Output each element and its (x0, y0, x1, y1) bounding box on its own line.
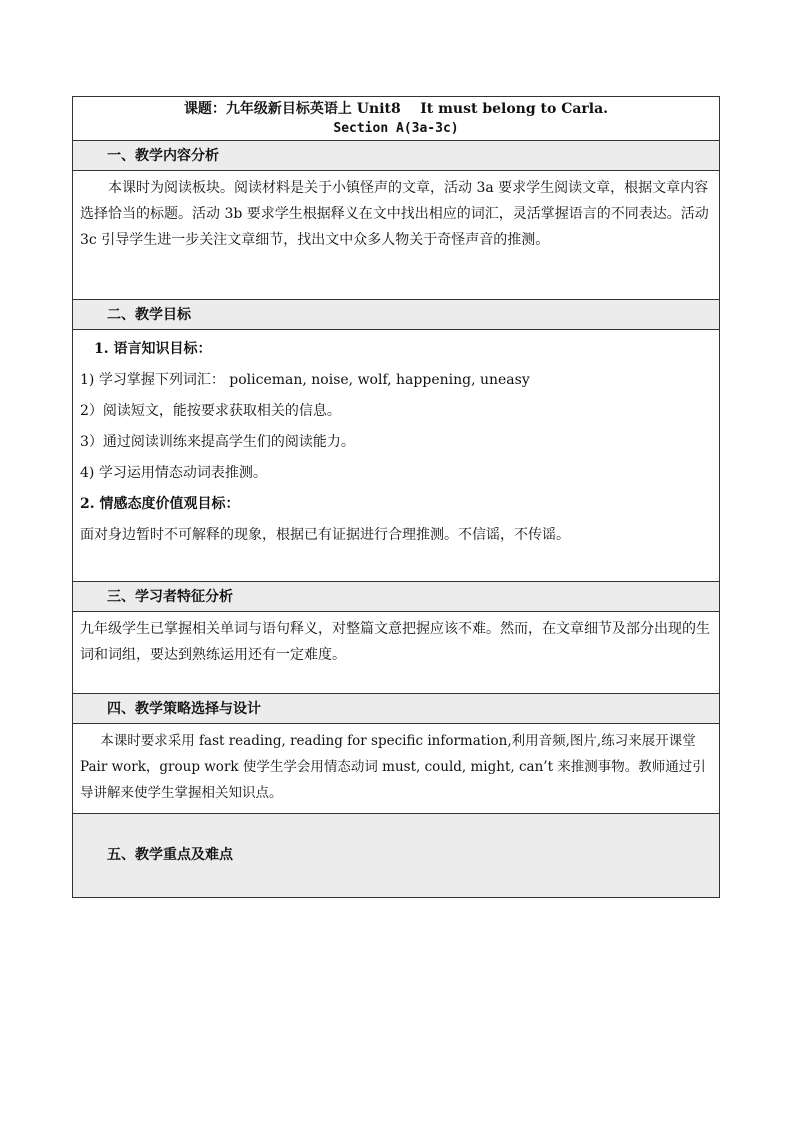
strategy-text: 本课时要求采用 fast reading, reading for specific information,利用音频,图片,练习来展开课堂 Pair work，group work 使学生学会用情态动词 must, could, might, can’t 来推测事物。教师通过引导讲解来使学生掌握相关知识点。 (80, 733, 706, 801)
objective-item-4: 4) 学习运用情态动词表推测。 (80, 465, 267, 481)
objective-item-3: 3）通过阅读训练来提高学生们的阅读能力。 (80, 434, 355, 450)
section-heading-key-points: 五、教学重点及难点 (73, 814, 719, 897)
section-heading-learner-analysis: 三、学习者特征分析 (73, 582, 719, 612)
section-strategy (73, 724, 719, 814)
objective-attitude-heading: 2. 情感态度价值观目标： (80, 496, 240, 512)
lesson-plan-table (72, 96, 720, 898)
content-analysis-text: 本课时为阅读板块。阅读材料是关于小镇怪声的文章，活动 3a 要求学生阅读文章，根据文章内容选择恰当的标题。活动 3b 要求学生根据释义在文中找出相应的词汇，灵活掌握语言的不同表达。活动 3c 引导学生进一步关注文章细节，找出文中众多人物关于奇怪声音的推测。 (80, 180, 709, 248)
objective-item-1: 1) 学习掌握下列词汇： policeman, noise, wolf, happening, uneasy (80, 372, 530, 388)
lesson-title (73, 97, 719, 141)
section-heading-strategy: 四、教学策略选择与设计 (73, 694, 719, 724)
section-heading-objectives: 二、教学目标 (73, 300, 719, 330)
learner-analysis-text: 九年级学生已掌握相关单词与语句释义，对整篇文意把握应该不难。然而，在文章细节及部分出现的生词和词组，要达到熟练运用还有一定难度。 (80, 621, 710, 663)
section-content-analysis (73, 171, 719, 300)
objective-attitude-text: 面对身边暂时不可解释的现象，根据已有证据进行合理推测。不信谣，不传谣。 (80, 527, 570, 543)
section-learner-analysis (73, 612, 719, 694)
objective-item-2: 2）阅读短文，能按要求获取相关的信息。 (80, 403, 341, 419)
objective-language-heading: 1. 语言知识目标： (94, 341, 212, 357)
lesson-title-line1: 课题：九年级新目标英语上 Unit8 It must belong to Carla. (183, 101, 609, 117)
section-heading-content-analysis: 一、教学内容分析 (73, 141, 719, 171)
lesson-title-line2: Section A(3a-3c) (333, 121, 459, 136)
section-objectives (73, 330, 719, 582)
